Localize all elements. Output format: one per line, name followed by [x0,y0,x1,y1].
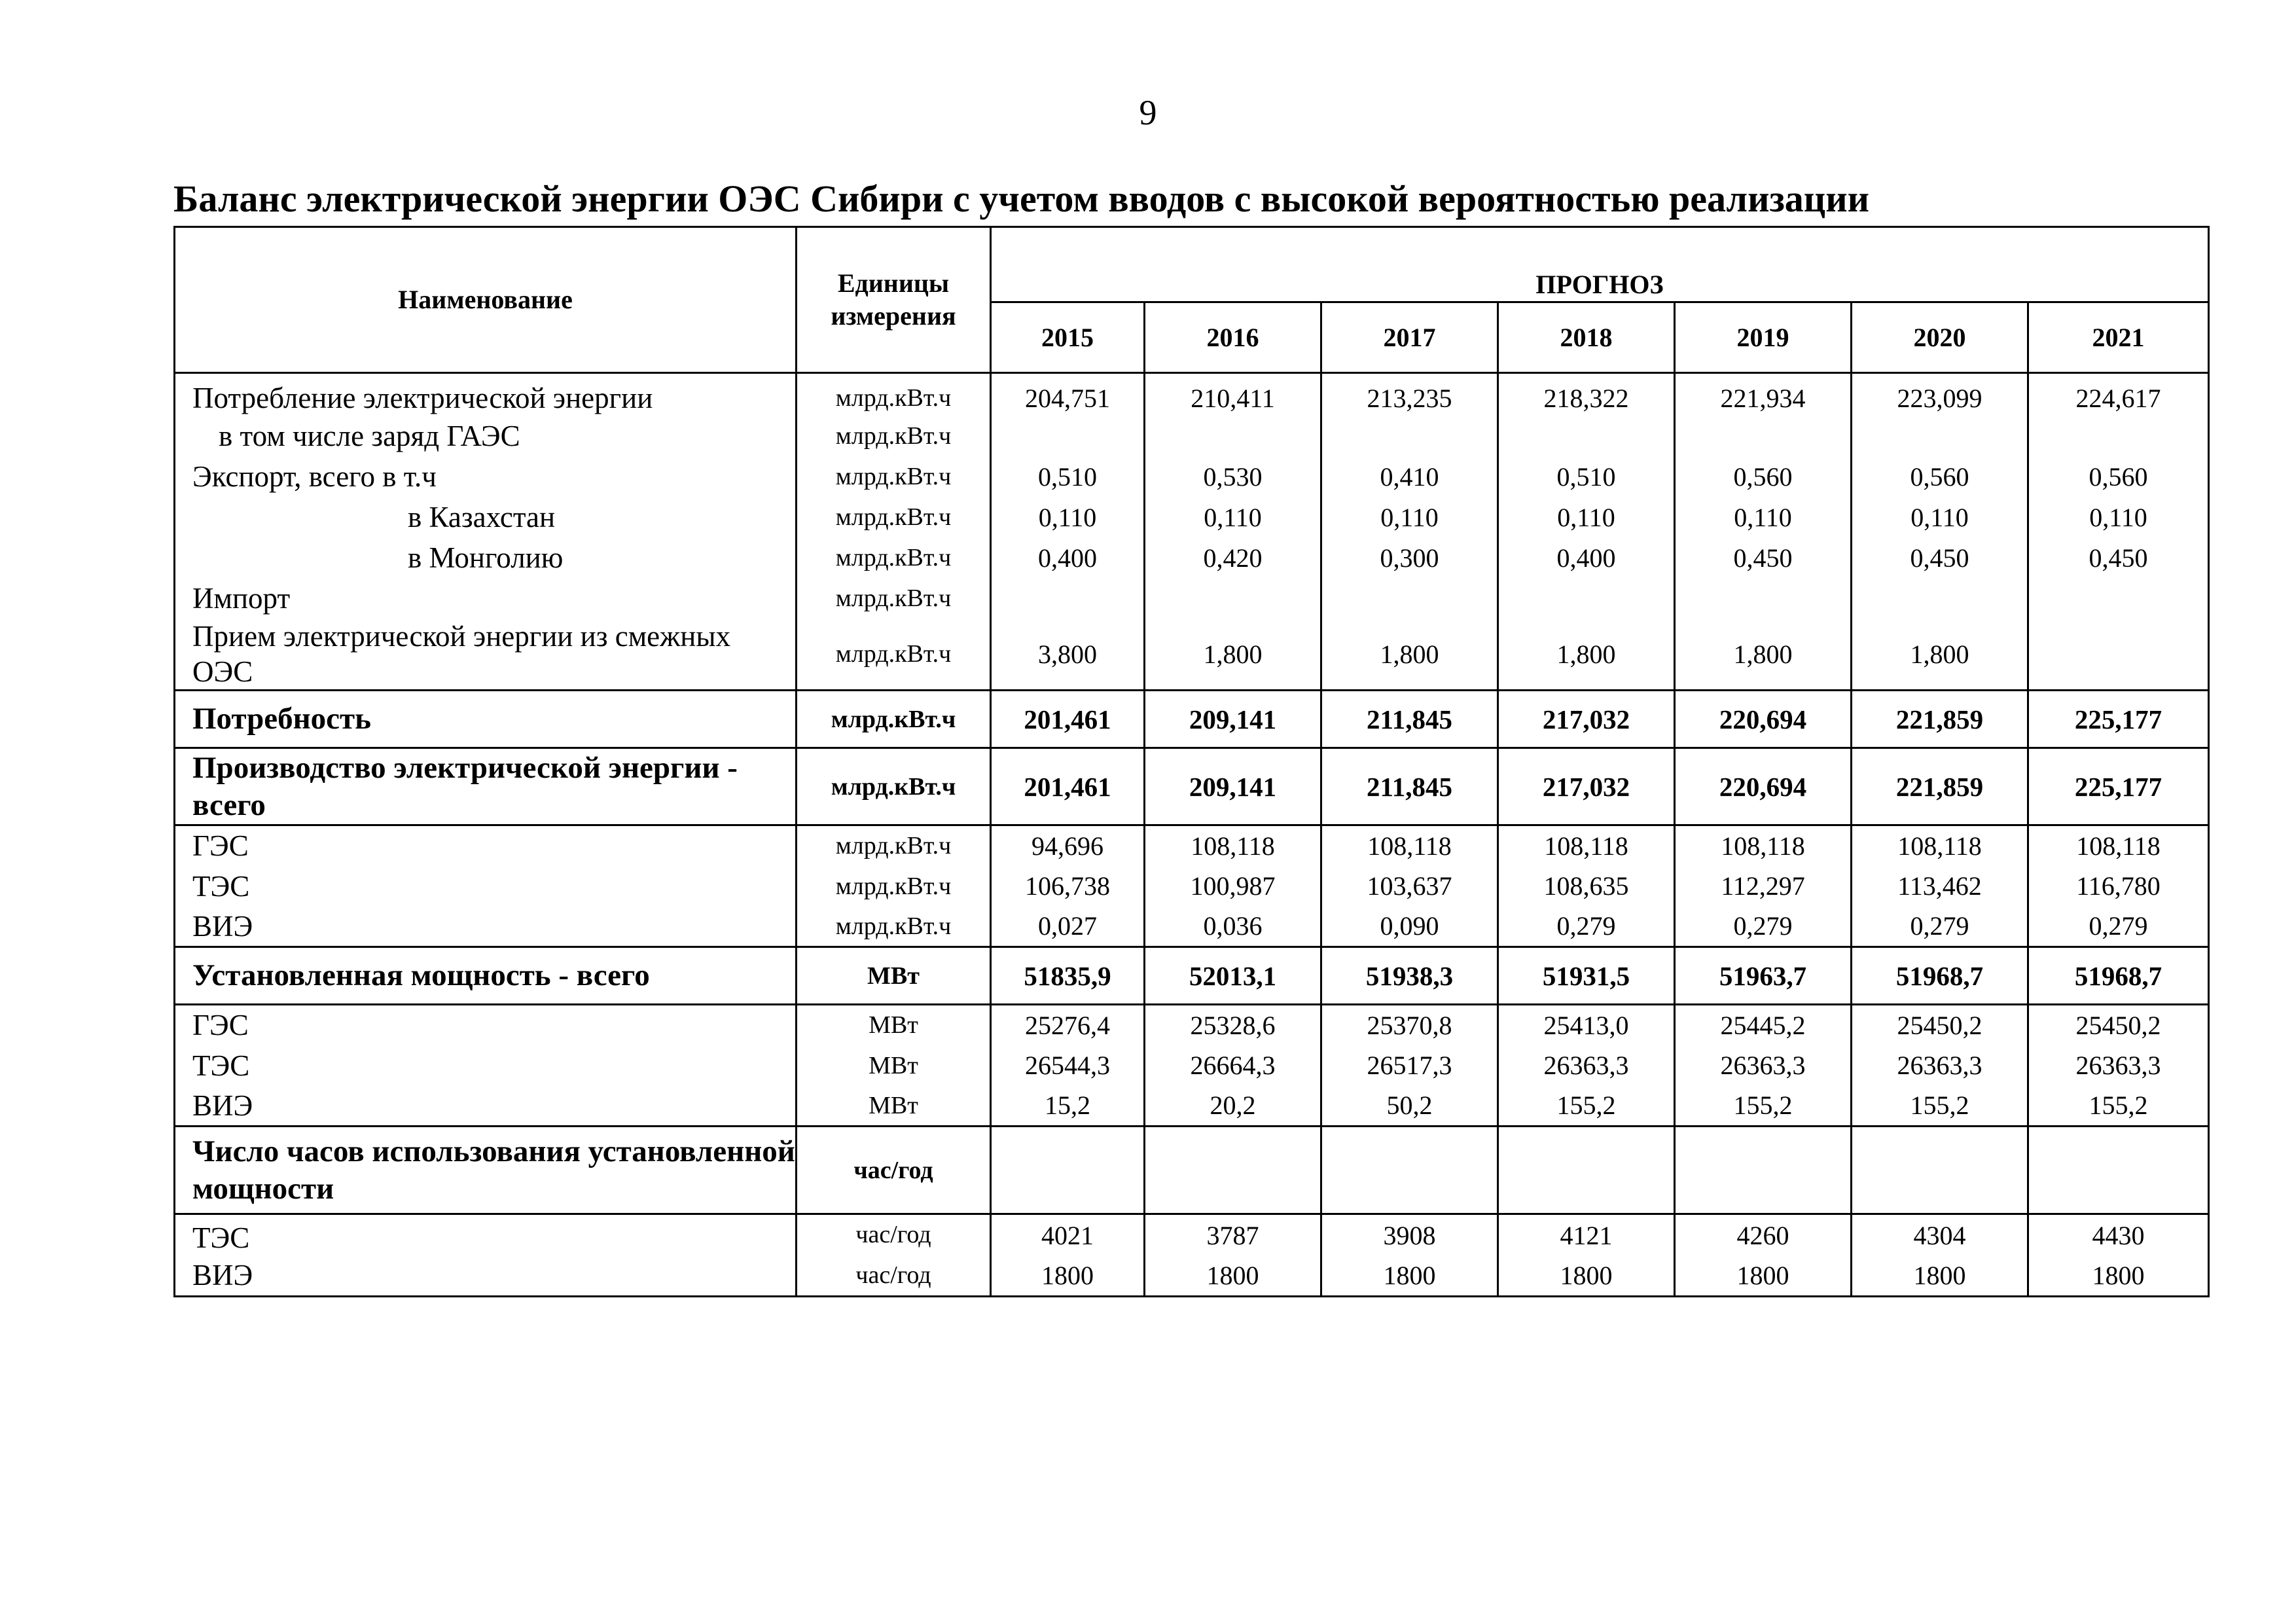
row-value [1145,416,1321,456]
row-value [1145,1127,1321,1214]
table-row [175,619,2209,691]
row-name: в Казахстан [175,497,797,537]
row-value: 51968,7 [1852,947,2028,1005]
row-value: 0,110 [2028,497,2209,537]
header-year: 2021 [2028,302,2209,373]
row-value [1852,416,2028,456]
row-value: 221,859 [1852,691,2028,748]
header-year: 2016 [1145,302,1321,373]
row-name: Установленная мощность - всего [175,947,797,1005]
row-value: 108,118 [1675,825,1852,866]
row-value: 51931,5 [1498,947,1675,1005]
row-unit: МВт [797,1045,991,1086]
row-value: 26544,3 [991,1045,1145,1086]
row-value: 108,118 [2028,825,2209,866]
header-year: 2020 [1852,302,2028,373]
row-unit: час/год [797,1255,991,1296]
row-value: 223,099 [1852,373,2028,416]
row-unit: млрд.кВт.ч [797,691,991,748]
document-title: Баланс электрической энергии ОЭС Сибири с учетом вводов с высокой вероятностью реализации [173,177,1870,220]
row-unit: млрд.кВт.ч [797,907,991,947]
row-value: 225,177 [2028,748,2209,825]
row-value: 0,279 [2028,907,2209,947]
row-value: 1,800 [1675,619,1852,691]
header-units-line1: Единицы [837,268,950,298]
row-value: 26363,3 [1852,1045,2028,1086]
row-value: 0,560 [1852,456,2028,497]
table-row [175,947,2209,1005]
table-body [175,373,2209,1297]
row-value [991,1127,1145,1214]
header-year: 2019 [1675,302,1852,373]
header-year: 2018 [1498,302,1675,373]
row-value: 108,118 [1321,825,1498,866]
row-name: Производство электрической энергии - всего [175,748,797,825]
table-row [175,748,2209,825]
row-value: 1,800 [1852,619,2028,691]
row-value: 26363,3 [1675,1045,1852,1086]
row-value: 51938,3 [1321,947,1498,1005]
table-row [175,373,2209,416]
row-value: 213,235 [1321,373,1498,416]
energy-balance-table [173,226,2210,1297]
row-value: 51835,9 [991,947,1145,1005]
row-value: 106,738 [991,866,1145,907]
table-row [175,578,2209,619]
row-value [1498,578,1675,619]
row-unit: млрд.кВт.ч [797,537,991,578]
table-row [175,907,2209,947]
header-units [797,227,991,373]
row-value: 1800 [2028,1255,2209,1296]
row-unit: млрд.кВт.ч [797,497,991,537]
row-unit: час/год [797,1127,991,1214]
row-unit: млрд.кВт.ч [797,825,991,866]
row-value: 211,845 [1321,691,1498,748]
table-row [175,497,2209,537]
row-name: Потребность [175,691,797,748]
row-value [2028,619,2209,691]
row-value: 0,300 [1321,537,1498,578]
row-name: Потребление электрической энергии [175,373,797,416]
row-value [1675,416,1852,456]
row-value: 116,780 [2028,866,2209,907]
row-value: 103,637 [1321,866,1498,907]
row-value: 52013,1 [1145,947,1321,1005]
table-row [175,456,2209,497]
row-value: 220,694 [1675,748,1852,825]
row-name: ВИЭ [175,1086,797,1127]
row-value: 0,110 [991,497,1145,537]
row-value: 0,510 [991,456,1145,497]
row-value: 25276,4 [991,1005,1145,1045]
row-value: 0,560 [1675,456,1852,497]
row-value: 25328,6 [1145,1005,1321,1045]
row-value: 217,032 [1498,748,1675,825]
row-value: 94,696 [991,825,1145,866]
row-value: 108,118 [1498,825,1675,866]
row-value: 0,110 [1852,497,2028,537]
row-unit: млрд.кВт.ч [797,866,991,907]
row-name: Прием электрической энергии из смежных ОЭС [175,619,797,691]
row-value: 224,617 [2028,373,2209,416]
row-value: 204,751 [991,373,1145,416]
row-value [1321,578,1498,619]
row-value: 0,400 [991,537,1145,578]
row-unit: млрд.кВт.ч [797,456,991,497]
row-value: 201,461 [991,748,1145,825]
row-name: Экспорт, всего в т.ч [175,456,797,497]
row-value: 0,090 [1321,907,1498,947]
row-value: 1800 [1321,1255,1498,1296]
row-name: Число часов использования установленной мощности [175,1127,797,1214]
row-value: 0,530 [1145,456,1321,497]
row-name: ТЭС [175,1214,797,1256]
row-value: 1,800 [1145,619,1321,691]
row-value [1852,1127,2028,1214]
row-value: 4430 [2028,1214,2209,1256]
row-value: 155,2 [1852,1086,2028,1127]
row-value: 155,2 [2028,1086,2209,1127]
row-value: 201,461 [991,691,1145,748]
row-name: ГЭС [175,1005,797,1045]
table-row [175,866,2209,907]
row-value: 0,510 [1498,456,1675,497]
table-row [175,1045,2209,1086]
table-row [175,825,2209,866]
row-value: 221,934 [1675,373,1852,416]
table-row [175,1214,2209,1256]
row-name: ВИЭ [175,907,797,947]
row-value: 211,845 [1321,748,1498,825]
row-value: 1800 [1675,1255,1852,1296]
row-value: 112,297 [1675,866,1852,907]
row-value: 1800 [1145,1255,1321,1296]
table-row [175,1086,2209,1127]
page-number: 9 [1139,93,1157,132]
row-value [1675,1127,1852,1214]
row-value: 4021 [991,1214,1145,1256]
table-row [175,1127,2209,1214]
row-value [991,416,1145,456]
row-unit: млрд.кВт.ч [797,619,991,691]
row-value: 225,177 [2028,691,2209,748]
row-value: 4260 [1675,1214,1852,1256]
row-value: 50,2 [1321,1086,1498,1127]
row-name: в Монголию [175,537,797,578]
row-unit: МВт [797,1086,991,1127]
row-value: 0,450 [1675,537,1852,578]
row-value: 25370,8 [1321,1005,1498,1045]
row-value: 0,027 [991,907,1145,947]
row-value: 0,110 [1145,497,1321,537]
row-value: 26363,3 [2028,1045,2209,1086]
row-value: 3,800 [991,619,1145,691]
header-year: 2015 [991,302,1145,373]
row-value [1145,578,1321,619]
row-value: 1,800 [1498,619,1675,691]
row-unit: млрд.кВт.ч [797,416,991,456]
table-row [175,1255,2209,1296]
row-name: ВИЭ [175,1255,797,1296]
row-value: 113,462 [1852,866,2028,907]
row-value: 1800 [1852,1255,2028,1296]
row-value: 108,118 [1145,825,1321,866]
row-value: 0,410 [1321,456,1498,497]
row-value: 0,560 [2028,456,2209,497]
row-value: 1800 [1498,1255,1675,1296]
row-name: в том числе заряд ГАЭС [175,416,797,456]
row-value: 25413,0 [1498,1005,1675,1045]
row-value [1498,1127,1675,1214]
row-value: 0,036 [1145,907,1321,947]
table-row [175,1005,2209,1045]
row-value: 155,2 [1498,1086,1675,1127]
row-value: 4304 [1852,1214,2028,1256]
row-value: 3908 [1321,1214,1498,1256]
row-unit: млрд.кВт.ч [797,578,991,619]
row-value: 25450,2 [2028,1005,2209,1045]
row-value: 1800 [991,1255,1145,1296]
row-value: 220,694 [1675,691,1852,748]
row-value [2028,416,2209,456]
row-value: 26664,3 [1145,1045,1321,1086]
row-value: 218,322 [1498,373,1675,416]
table-row [175,537,2209,578]
row-value: 3787 [1145,1214,1321,1256]
row-value: 0,450 [2028,537,2209,578]
row-value: 0,110 [1498,497,1675,537]
table-row [175,416,2209,456]
row-value: 108,118 [1852,825,2028,866]
row-unit: час/год [797,1214,991,1256]
row-value: 20,2 [1145,1086,1321,1127]
table-row [175,691,2209,748]
row-value: 210,411 [1145,373,1321,416]
header-year: 2017 [1321,302,1498,373]
row-unit: млрд.кВт.ч [797,748,991,825]
row-value: 0,400 [1498,537,1675,578]
header-forecast: ПРОГНОЗ [991,227,2209,302]
row-value: 155,2 [1675,1086,1852,1127]
row-name: ТЭС [175,1045,797,1086]
header-units-line2: измерения [831,301,956,331]
row-value [1321,416,1498,456]
row-name: Импорт [175,578,797,619]
row-value: 100,987 [1145,866,1321,907]
row-value: 217,032 [1498,691,1675,748]
row-value [1852,578,2028,619]
row-unit: МВт [797,947,991,1005]
row-value [1498,416,1675,456]
row-value: 26517,3 [1321,1045,1498,1086]
row-value [991,578,1145,619]
row-value: 4121 [1498,1214,1675,1256]
row-value: 26363,3 [1498,1045,1675,1086]
row-value: 0,450 [1852,537,2028,578]
row-value: 209,141 [1145,748,1321,825]
row-value: 15,2 [991,1086,1145,1127]
row-value: 25445,2 [1675,1005,1852,1045]
row-value: 25450,2 [1852,1005,2028,1045]
row-unit: МВт [797,1005,991,1045]
row-unit: млрд.кВт.ч [797,373,991,416]
row-value: 0,110 [1321,497,1498,537]
row-value: 0,279 [1675,907,1852,947]
row-value: 0,420 [1145,537,1321,578]
row-value [1321,1127,1498,1214]
row-name: ГЭС [175,825,797,866]
row-value: 0,279 [1852,907,2028,947]
row-value: 209,141 [1145,691,1321,748]
row-value [2028,578,2209,619]
row-value: 51968,7 [2028,947,2209,1005]
row-value [1675,578,1852,619]
row-value: 51963,7 [1675,947,1852,1005]
row-value: 1,800 [1321,619,1498,691]
row-value: 108,635 [1498,866,1675,907]
row-value [2028,1127,2209,1214]
row-name: ТЭС [175,866,797,907]
row-value: 0,279 [1498,907,1675,947]
header-name: Наименование [175,227,797,373]
row-value: 0,110 [1675,497,1852,537]
row-value: 221,859 [1852,748,2028,825]
